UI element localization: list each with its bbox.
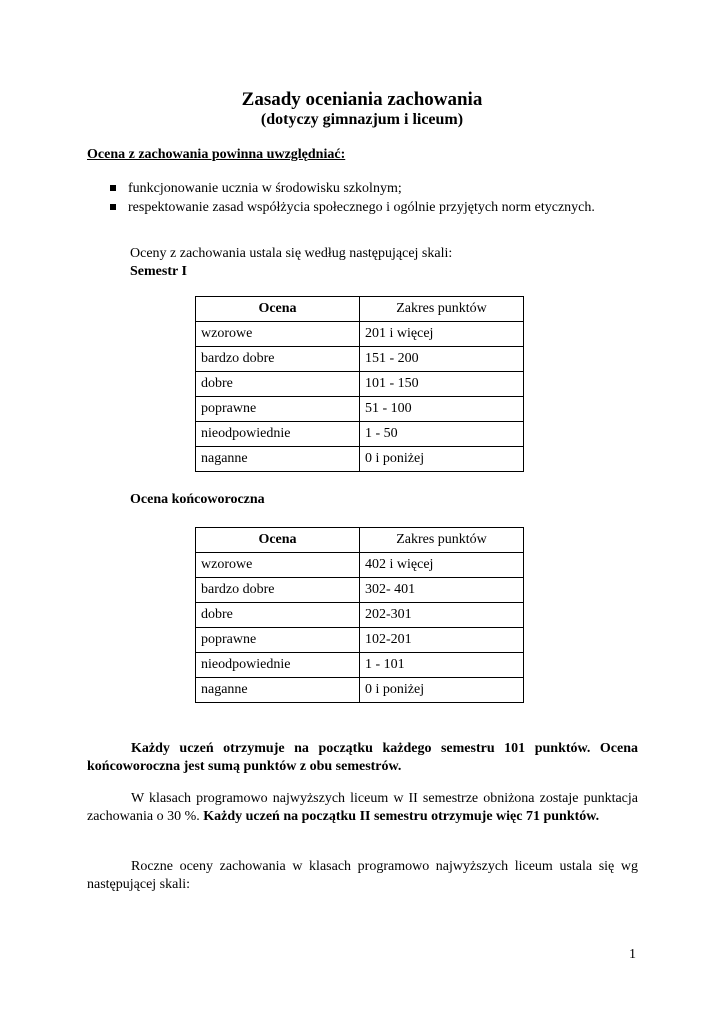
grade-cell: bardzo dobre bbox=[196, 578, 360, 603]
grade-cell: bardzo dobre bbox=[196, 347, 360, 372]
yearend-label: Ocena końcoworoczna bbox=[130, 492, 265, 507]
grade-cell: wzorowe bbox=[196, 322, 360, 347]
reduction-bold-text: Każdy uczeń na początku II semestru otrzymuje więc 71 punktów. bbox=[203, 809, 600, 824]
grade-cell: wzorowe bbox=[196, 553, 360, 578]
table-row bbox=[196, 422, 524, 447]
range-cell: 1 - 101 bbox=[360, 653, 524, 678]
list-item: respektowanie zasad współżycia społecznego i ogólnie przyjętych norm etycznych. bbox=[108, 198, 595, 217]
range-cell: 102-201 bbox=[360, 628, 524, 653]
grade-cell: naganne bbox=[196, 447, 360, 472]
yearend-table bbox=[195, 527, 524, 703]
table-row bbox=[196, 397, 524, 422]
range-cell: 302- 401 bbox=[360, 578, 524, 603]
grade-cell: nieodpowiednie bbox=[196, 653, 360, 678]
grade-cell: naganne bbox=[196, 678, 360, 703]
range-cell: 1 - 50 bbox=[360, 422, 524, 447]
table-row bbox=[196, 322, 524, 347]
points-text: Każdy uczeń otrzymuje na początku każdego semestru 101 punktów. Ocena końcoworoczna jest sumą punktów z obu semestrów. bbox=[87, 741, 638, 774]
annual-scale-paragraph bbox=[87, 858, 638, 894]
table-header-row bbox=[196, 528, 524, 553]
range-cell: 0 i poniżej bbox=[360, 678, 524, 703]
table-row bbox=[196, 347, 524, 372]
table-row bbox=[196, 603, 524, 628]
page-number: 1 bbox=[629, 947, 636, 962]
table-row bbox=[196, 678, 524, 703]
column-header-range: Zakres punktów bbox=[360, 528, 524, 553]
semester1-table bbox=[195, 296, 524, 472]
grade-cell: nieodpowiednie bbox=[196, 422, 360, 447]
points-paragraph bbox=[87, 740, 638, 776]
grade-cell: dobre bbox=[196, 603, 360, 628]
column-header-range: Zakres punktów bbox=[360, 297, 524, 322]
range-cell: 402 i więcej bbox=[360, 553, 524, 578]
table-row bbox=[196, 628, 524, 653]
reduction-paragraph bbox=[87, 790, 638, 826]
range-cell: 151 - 200 bbox=[360, 347, 524, 372]
grade-cell: poprawne bbox=[196, 628, 360, 653]
section-heading: Ocena z zachowania powinna uwzględniać: bbox=[87, 147, 346, 162]
list-item: funkcjonowanie ucznia w środowisku szkolnym; bbox=[108, 179, 595, 198]
column-header-grade: Ocena bbox=[196, 528, 360, 553]
table-row bbox=[196, 372, 524, 397]
table-header-row bbox=[196, 297, 524, 322]
criteria-list bbox=[108, 179, 595, 217]
reduction-text: W klasach programowo najwyższych liceum w II semestrze obniżona zostaje punktacja zachowania o 30 %. bbox=[87, 791, 638, 824]
table-row bbox=[196, 578, 524, 603]
document-subtitle: (dotyczy gimnazjum i liceum) bbox=[260, 111, 464, 128]
range-cell: 101 - 150 bbox=[360, 372, 524, 397]
range-cell: 51 - 100 bbox=[360, 397, 524, 422]
column-header-grade: Ocena bbox=[196, 297, 360, 322]
range-cell: 201 i więcej bbox=[360, 322, 524, 347]
grade-cell: poprawne bbox=[196, 397, 360, 422]
table-row bbox=[196, 447, 524, 472]
range-cell: 0 i poniżej bbox=[360, 447, 524, 472]
scale-intro: Oceny z zachowania ustala się według następującej skali: bbox=[130, 246, 453, 261]
table-row bbox=[196, 553, 524, 578]
grade-cell: dobre bbox=[196, 372, 360, 397]
range-cell: 202-301 bbox=[360, 603, 524, 628]
semester1-label: Semestr I bbox=[130, 264, 187, 279]
table-row bbox=[196, 653, 524, 678]
document-title: Zasady oceniania zachowania bbox=[241, 89, 483, 110]
annual-scale-text: Roczne oceny zachowania w klasach programowo najwyższych liceum ustala się wg następującej skali: bbox=[87, 859, 638, 892]
